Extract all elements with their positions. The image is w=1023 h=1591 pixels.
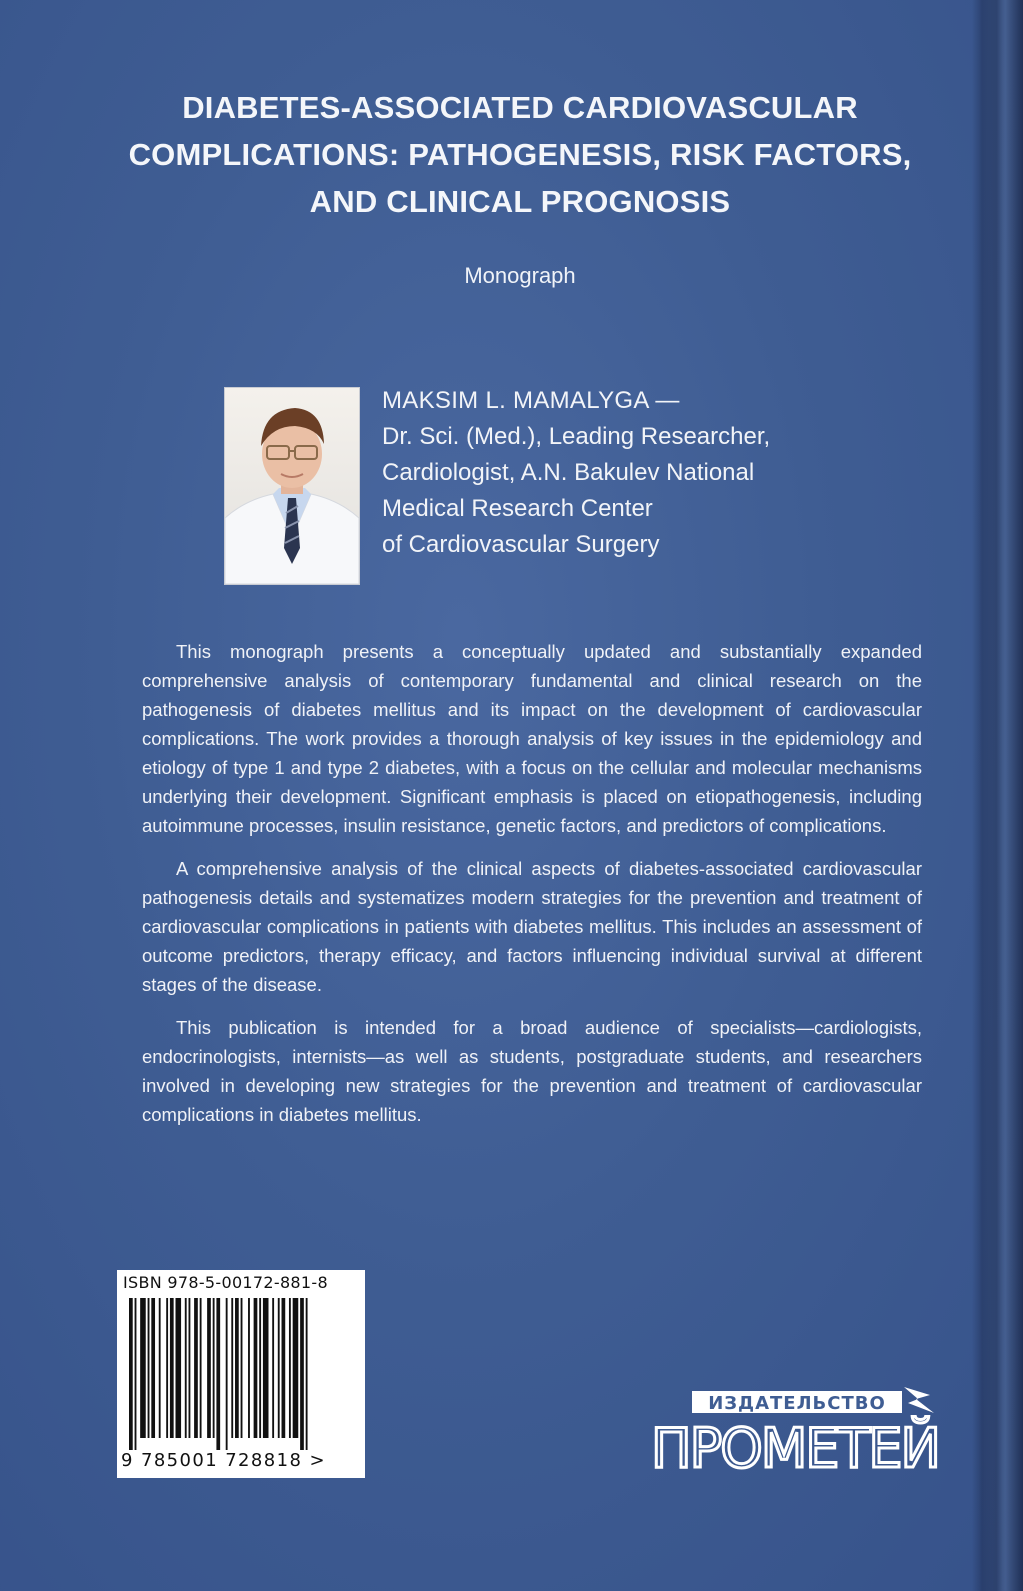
abstract-paragraph: A comprehensive analysis of the clinical aspects of diabetes-associated cardiovascular pathogenesis details and systematizes modern strategies for the prevention and treatment of cardiovascular complications in patients with diabetes mellitus. This includes an assessment of outcome predictors, therapy efficacy, and factors influencing individual survival at different stages of the disease. [142, 858, 922, 995]
author-portrait-image [225, 388, 359, 584]
barcode-bar [263, 1298, 269, 1438]
author-credential-line: Dr. Sci. (Med.), Leading Researcher, [382, 423, 771, 450]
barcode-bar [306, 1298, 308, 1450]
barcode-bar [282, 1298, 286, 1438]
book-subtitle: Monograph [464, 263, 576, 288]
prometey-logo-image [650, 1385, 940, 1480]
barcode-bar [170, 1298, 174, 1438]
barcode-bar [166, 1298, 168, 1438]
abstract-paragraph: This publication is intended for a broad audience of specialists—cardiologists, endocrinologists, internists—as well as students, postgraduate students, and researchers involved in developing new strategies for the prevention and treatment of cardiovascular complications in diabetes mellitus. [142, 1017, 922, 1125]
barcode-bar [248, 1298, 250, 1438]
book-title: DIABETES-ASSOCIATED CARDIOVASCULAR COMPLICATIONS: PATHOGENESIS, RISK FACTORS, AND CLINICAL PROGNOSIS [128, 90, 912, 219]
barcode-bar [129, 1298, 133, 1450]
barcode-bar [194, 1298, 198, 1438]
barcode-bar [259, 1298, 261, 1438]
barcode-bar [185, 1298, 187, 1438]
isbn-label: ISBN 978-5-00172-881-8 [123, 1273, 328, 1292]
barcode-bar [159, 1298, 161, 1438]
abstract-paragraph: This monograph presents a conceptually updated and substantially expanded comprehensive analysis of contemporary fundamental and clinical research on the pathogenesis of diabetes mellitus and its impact on the development of cardiovascular complications. The work provides a thorough analysis of key issues in the epidemiology and etiology of type 1 and type 2 diabetes, with a focus on the cellular and molecular mechanisms underlying their development. Significant emphasis is placed on etiopathogenesis, including autoimmune processes, insulin resistance, genetic factors, and predictors of complications. [142, 641, 922, 836]
barcode-bar [207, 1298, 211, 1438]
cover-edge-shadow [979, 0, 1023, 1591]
barcode-bar [189, 1298, 191, 1438]
barcode-bar [226, 1298, 228, 1450]
barcode-digits: 9 785001 728818 > [121, 1450, 326, 1471]
author-credential-line: Cardiologist, A.N. Bakulev National [382, 459, 755, 486]
barcode-bars [125, 1298, 357, 1450]
isbn-barcode [117, 1270, 365, 1478]
barcode-bar [241, 1298, 243, 1438]
book-abstract [142, 637, 922, 1143]
svg-text:ПРОМЕТЕЙ: ПРОМЕТЕЙ [651, 1417, 939, 1480]
barcode-bar [289, 1298, 291, 1438]
barcode-bar [200, 1298, 202, 1438]
svg-text:ИЗДАТЕЛЬСТВО: ИЗДАТЕЛЬСТВО [708, 1393, 886, 1414]
barcode-bar [235, 1298, 239, 1438]
barcode-bar [151, 1298, 155, 1438]
barcode-bar [293, 1298, 299, 1438]
barcode-bar [213, 1298, 215, 1438]
barcode-bar [231, 1298, 233, 1438]
barcode-bar [176, 1298, 182, 1438]
author-credential-line: Medical Research Center [382, 495, 653, 522]
barcode-bar [148, 1298, 150, 1438]
barcode-bar [278, 1298, 280, 1438]
publisher-logo [650, 1385, 940, 1480]
barcode-bar [272, 1298, 274, 1438]
author-photo [224, 387, 360, 585]
barcode-bar [140, 1298, 146, 1438]
author-name: MAKSIM L. MAMALYGA — [382, 387, 680, 414]
author-credential-line: of Cardiovascular Surgery [382, 531, 660, 558]
barcode-bar [135, 1298, 137, 1450]
author-info [382, 383, 922, 563]
barcode-bar [254, 1298, 258, 1438]
barcode-bar [216, 1298, 220, 1450]
barcode-bar [300, 1298, 304, 1450]
